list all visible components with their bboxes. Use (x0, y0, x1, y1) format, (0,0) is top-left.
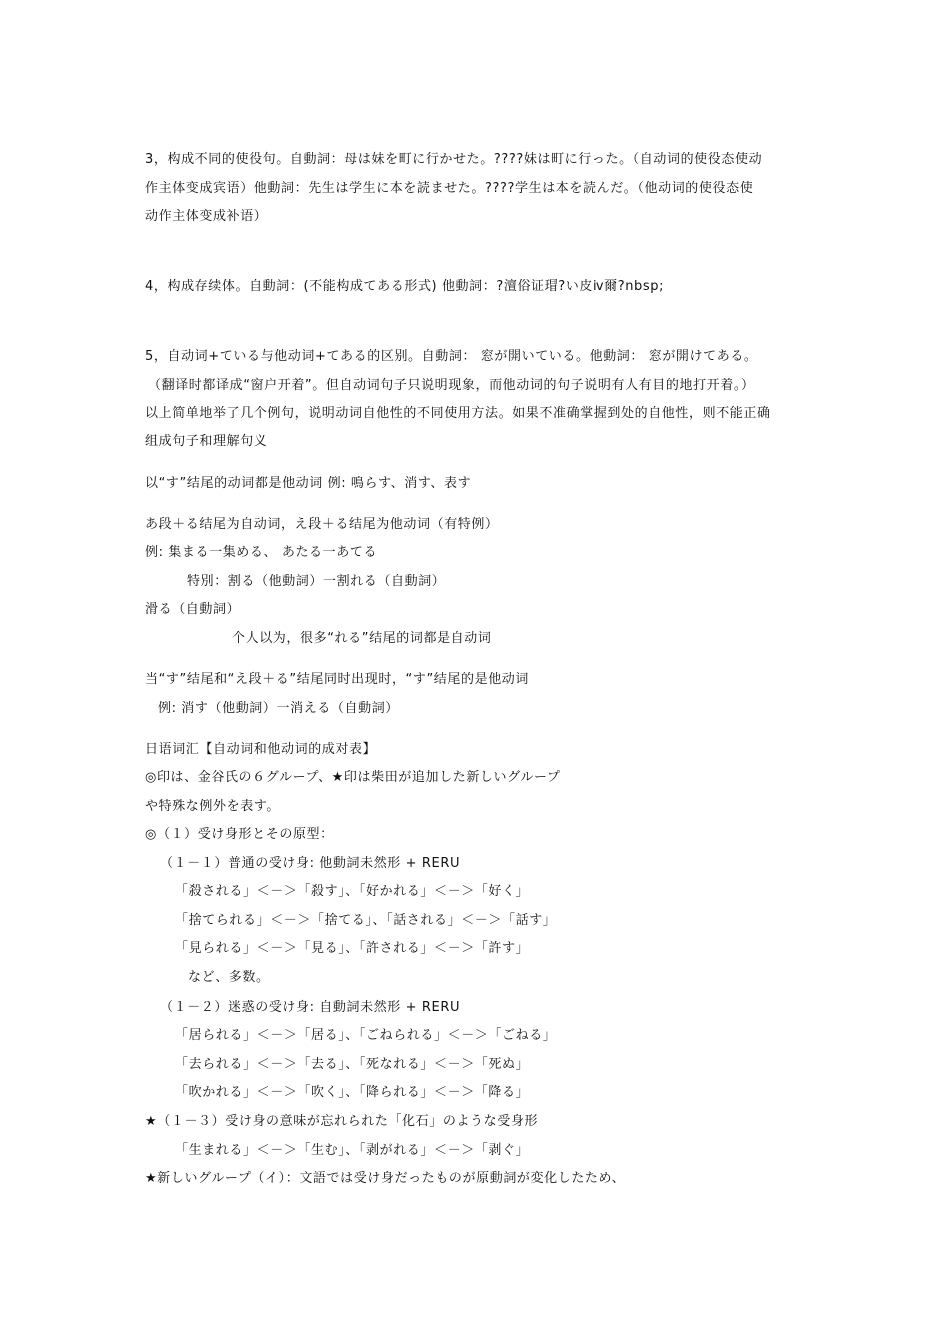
text-line: （翻译时都译成“窗户开着”。但自动词句子只说明现象，而他动词的句子说明有人有目的地打开着。） (148, 378, 755, 393)
text-line: （１－１）普通の受け身: 他動詞未然形 + RERU (160, 856, 461, 871)
text-line: ◎（１）受け身形とその原型： (145, 827, 334, 842)
text-line: 特別：割る（他動詞）一割れる（自動詞） (187, 574, 446, 589)
text-line: 例: 消す（他動詞）一消える（自動詞） (158, 701, 399, 716)
text-line: 当“す”结尾和“え段＋る”结尾同时出现时，“す”结尾的是他动词 (145, 672, 530, 687)
text-line: 4，构成存续体。自動詞：(不能构成てある形式) 他動詞：?澶俗证瑁?い皮ⅳ爾?nbsp; (145, 279, 665, 294)
text-line: 「生まれる」＜－＞「生む」、「剥がれる」＜－＞「剥ぐ」 (175, 1143, 530, 1158)
text-line: 3，构成不同的使役句。自動詞：母は妹を町に行かせた。????妹は町に行った。（自动词的使役态使动 (145, 152, 763, 167)
text-line: ★新しいグループ（イ）：文語では受け身だったものが原動詞が変化したため、 (145, 1171, 626, 1186)
text-line: 「去られる」＜－＞「去る」、「死なれる」＜－＞「死ぬ」 (175, 1057, 530, 1072)
text-line: 「捨てられる」＜－＞「捨てる」、「話される」＜－＞「話す」 (175, 913, 557, 928)
text-line: 例: 集まる一集める、 あたる一あてる (145, 545, 378, 560)
text-line: 组成句子和理解句义 (145, 434, 268, 449)
text-line: 动作主体变成补语） (145, 209, 268, 224)
text-line: 「殺される」＜－＞「殺す」、「好かれる」＜－＞「好く」 (175, 884, 530, 899)
text-line: あ段＋る结尾为自动词，え段＋る结尾为他动词（有特例） (145, 517, 499, 532)
text-line: （１－２）迷惑の受け身: 自動詞未然形 + RERU (160, 1000, 461, 1015)
text-line: 「居られる」＜－＞「居る」、「ごねられる」＜－＞「ごねる」 (175, 1028, 557, 1043)
text-line: 滑る（自動詞） (145, 602, 241, 617)
text-line: など、多数。 (188, 970, 270, 985)
text-line: や特殊な例外を表す。 (145, 799, 280, 814)
text-line: 个人以为，很多“れる”结尾的词都是自动词 (232, 631, 492, 646)
text-line: 日语词汇【自动词和他动词的成对表】 (145, 742, 377, 757)
text-line: 以“す”结尾的动词都是他动词 例: 鳴らす、消す、表す (145, 476, 472, 491)
text-line: 「吹かれる」＜－＞「吹く」、「降られる」＜－＞「降る」 (175, 1085, 530, 1100)
text-line: 作主体变成宾语）他動詞：先生は学生に本を読ませた。????学生は本を読んだ。（他动词的使役态使 (145, 181, 754, 196)
text-line: ★（１－３）受け身の意味が忘れられた「化石」のような受身形 (145, 1114, 539, 1129)
text-line: 「見られる」＜－＞「見る」、「許される」＜－＞「許す」 (175, 941, 530, 956)
text-line: 5，自动词+ている与他动词+てある的区别。自動詞： 窓が開いている。他動詞： 窓が開けてある。 (145, 349, 758, 364)
text-line: 以上简单地举了几个例句，说明动词自他性的不同使用方法。如果不准确掌握到处的自他性，则不能正确 (145, 406, 771, 421)
text-line: ◎印は、金谷氏の６グループ、★印は柴田が追加した新しいグループ (145, 770, 561, 785)
